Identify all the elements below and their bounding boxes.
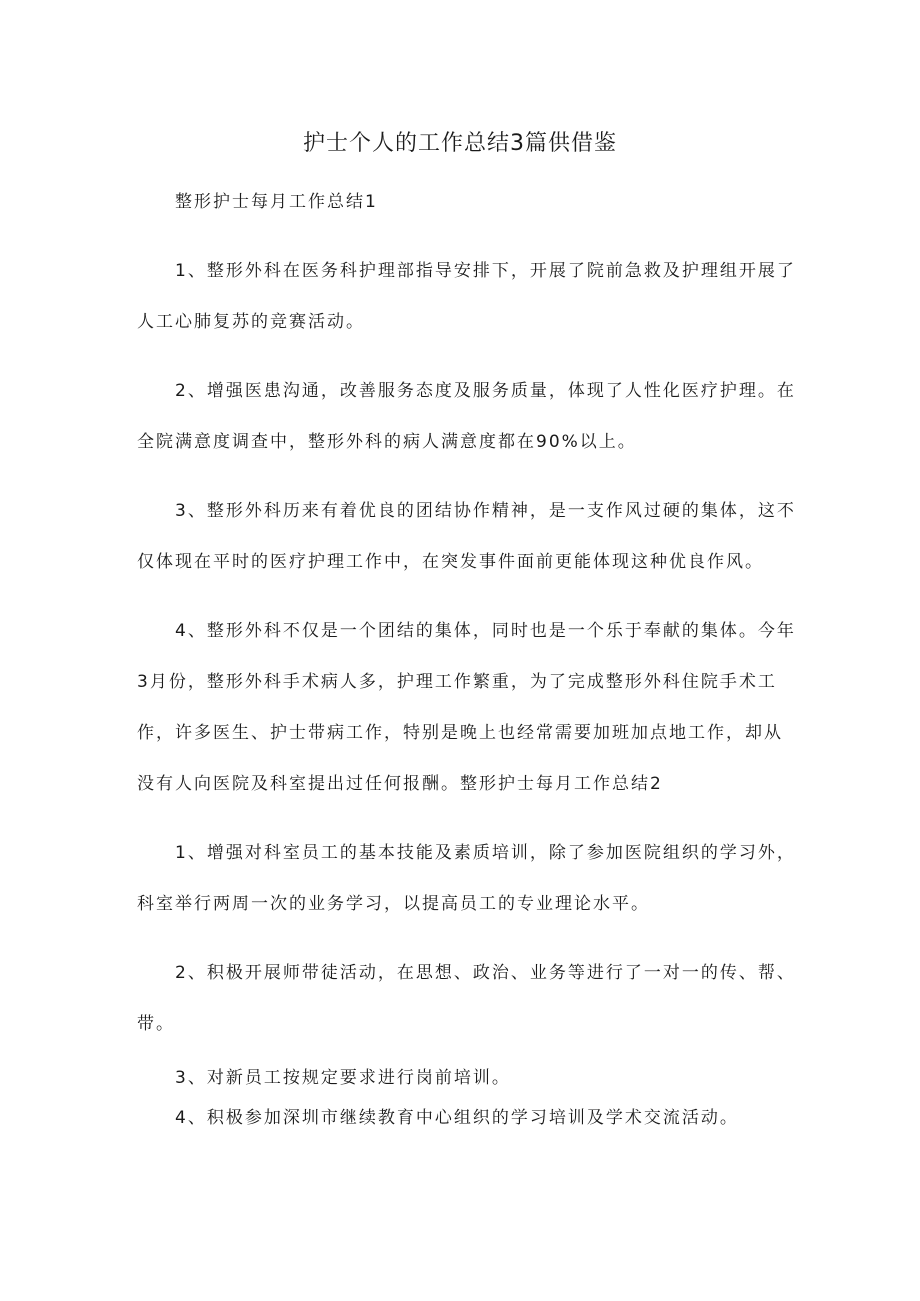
paragraph-6: 2、积极开展师带徒活动，在思想、政治、业务等进行了一对一的传、帮、带。 — [137, 963, 796, 1034]
paragraph-4: 4、整形外科不仅是一个团结的集体，同时也是一个乐于奉献的集体。今年3月份，整形外科手术病人多，护理工作繁重，为了完成整形外科住院手术工作，许多医生、护士带病工作，特别是晚上也经常需要加班加点地工作，却从没有人向医院及科室提出过任何报酬。整形护士每月工作总结2 — [137, 621, 796, 794]
paragraph-5: 1、增强对科室员工的基本技能及素质培训，除了参加医院组织的学习外，科室举行两周一次的业务学习，以提高员工的专业理论水平。 — [137, 843, 796, 914]
paragraph-2: 2、增强医患沟通，改善服务态度及服务质量，体现了人性化医疗护理。在全院满意度调查中，整形外科的病人满意度都在90%以上。 — [137, 381, 796, 452]
document-body — [137, 177, 797, 1138]
paragraph-3: 3、整形外科历来有着优良的团结协作精神，是一支作风过硬的集体，这不仅体现在平时的医疗护理工作中，在突发事件面前更能体现这种优良作风。 — [137, 501, 796, 572]
document-title: 护士个人的工作总结3篇供借鉴 — [303, 131, 617, 156]
paragraph-8: 4、积极参加深圳市继续教育中心组织的学习培训及学术交流活动。 — [175, 1108, 739, 1128]
paragraph-7: 3、对新员工按规定要求进行岗前培训。 — [175, 1068, 511, 1088]
paragraph-1: 1、整形外科在医务科护理部指导安排下，开展了院前急救及护理组开展了人工心肺复苏的竞赛活动。 — [137, 261, 796, 332]
section-heading: 整形护士每月工作总结1 — [175, 192, 378, 212]
